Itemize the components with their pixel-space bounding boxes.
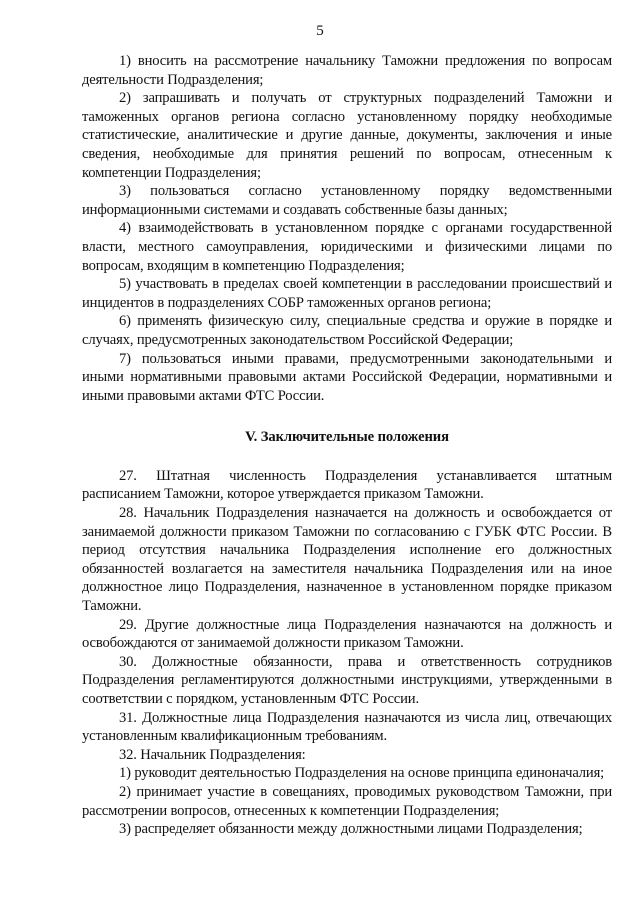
rights-item-7: 7) пользоваться иными правами, предусмотренными законодательными и иными нормативными правовыми актами Российской Федерации, нормативными и иными правовыми актами ФТС России.	[82, 350, 612, 404]
rights-item-2: 2) запрашивать и получать от структурных подразделений Таможни и таможенных органов региона согласно установленному порядку необходимые статистические, аналитические и другие данные, документы, заключения и иные сведения, необходимые для принятия решений по вопросам, отнесенным к компетенции Подразделения;	[82, 90, 612, 181]
rights-item-4: 4) взаимодействовать в установленном порядке с органами государственной власти, местного самоуправления, юридическими и физическими лицами по вопросам, входящим в компетенцию Подразделения;	[82, 220, 612, 274]
clause-32-item-1: 1) руководит деятельностью Подразделения на основе принципа единоначалия;	[119, 765, 605, 782]
clause-32-item-3: 3) распределяет обязанности между должностными лицами Подразделения;	[119, 821, 583, 838]
clause-27: 27. Штатная численность Подразделения устанавливается штатным расписанием Таможни, которое утверждается приказом Таможни.	[82, 467, 612, 503]
clause-28: 28. Начальник Подразделения назначается на должность и освобождается от занимаемой должности приказом Таможни по согласованию с ГУБК ФТС России. В период отсутствия начальника Подразделения исполнение его должностных обязанностей возлагается на заместителя начальника Подразделения или на иное должностное лицо Подразделения, назначенное в установленном порядке приказом Таможни.	[82, 505, 612, 615]
clause-32-item-2: 2) принимает участие в совещаниях, проводимых руководством Таможни, при рассмотрении вопросов, отнесенных к компетенции Подразделения;	[82, 783, 612, 819]
clause-30: 30. Должностные обязанности, права и ответственность сотрудников Подразделения регламентируются должностными инструкциями, утвержденными в соответствии с порядком, установленным ФТС России.	[82, 653, 612, 707]
section-heading: V. Заключительные положения	[245, 429, 449, 446]
rights-item-3: 3) пользоваться согласно установленному порядку ведомственными информационными системами и создавать собственные базы данных;	[82, 183, 612, 218]
rights-item-5: 5) участвовать в пределах своей компетенции в расследовании происшествий и инцидентов в подразделениях СОБР таможенных органов региона;	[82, 276, 612, 311]
page-number: 5	[316, 23, 324, 39]
rights-list	[82, 52, 612, 405]
document-body	[82, 52, 612, 839]
clause-31: 31. Должностные лица Подразделения назначаются из числа лиц, отвечающих установленным квалификационным требованиям.	[82, 709, 612, 745]
rights-item-6: 6) применять физическую силу, специальные средства и оружие в порядке и случаях, предусмотренных законодательством Российской Федерации;	[82, 313, 612, 348]
rights-item-1: 1) вносить на рассмотрение начальнику Таможни предложения по вопросам деятельности Подразделения;	[82, 53, 612, 88]
final-provisions-list	[82, 467, 612, 839]
clause-32-intro: 32. Начальник Подразделения:	[119, 746, 306, 763]
clause-29: 29. Другие должностные лица Подразделения назначаются на должность и освобождаются от занимаемой должности приказом Таможни.	[82, 616, 612, 652]
